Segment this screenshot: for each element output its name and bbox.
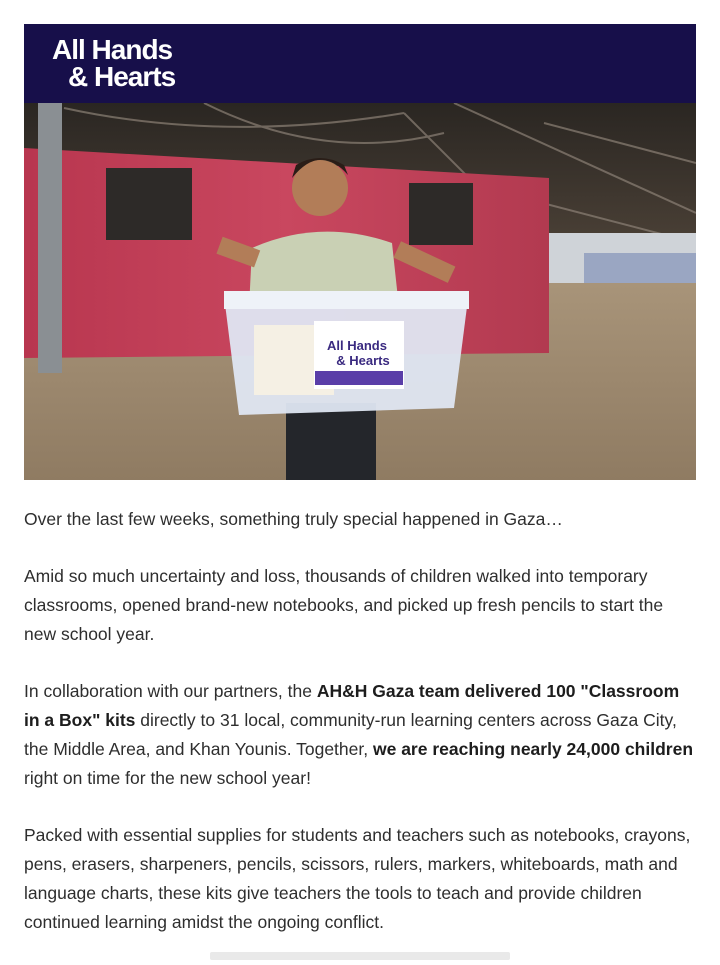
logo-line-1: All Hands	[52, 34, 173, 65]
brand-header	[24, 24, 696, 103]
paragraph-uncertainty: Amid so much uncertainty and loss, thousands of children walked into temporary classrooms, opened brand-new notebooks, and picked up fresh pencils to start the new school year.	[24, 566, 664, 644]
next-content-hint	[210, 952, 510, 960]
brand-logo[interactable]	[52, 36, 175, 90]
p3-bold-1: AH&H Gaza team delivered 100 "Classroom in a Box" kits	[24, 681, 680, 730]
p3-text-2: directly to 31 local, community-run learning centers across Gaza City, the Middle Area, and Khan Younis. Together,	[24, 710, 677, 759]
email-body	[24, 505, 696, 965]
paragraph-collaboration	[24, 677, 696, 793]
hero-photo	[24, 103, 696, 480]
p3-text-1: In collaboration with our partners, the	[24, 681, 317, 701]
box-label-line-2: & Hearts	[336, 353, 390, 368]
p3-bold-2: we are reaching nearly 24,000 children	[372, 739, 694, 759]
paragraph-supplies: Packed with essential supplies for students and teachers such as notebooks, crayons, pens, erasers, sharpeners, pencils, scissors, rulers, markers, whiteboards, math and language charts, these kits give teachers the tools to teach and provide children continued learning amidst the ongoing conflict.	[24, 825, 691, 932]
logo-line-2: & Hearts	[68, 61, 176, 92]
p3-text-3: right on time for the new school year!	[24, 768, 311, 788]
box-label-line-1: All Hands	[327, 338, 387, 353]
paragraph-intro: Over the last few weeks, something truly special happened in Gaza…	[24, 509, 563, 529]
hero-photo-illustration	[24, 103, 696, 480]
